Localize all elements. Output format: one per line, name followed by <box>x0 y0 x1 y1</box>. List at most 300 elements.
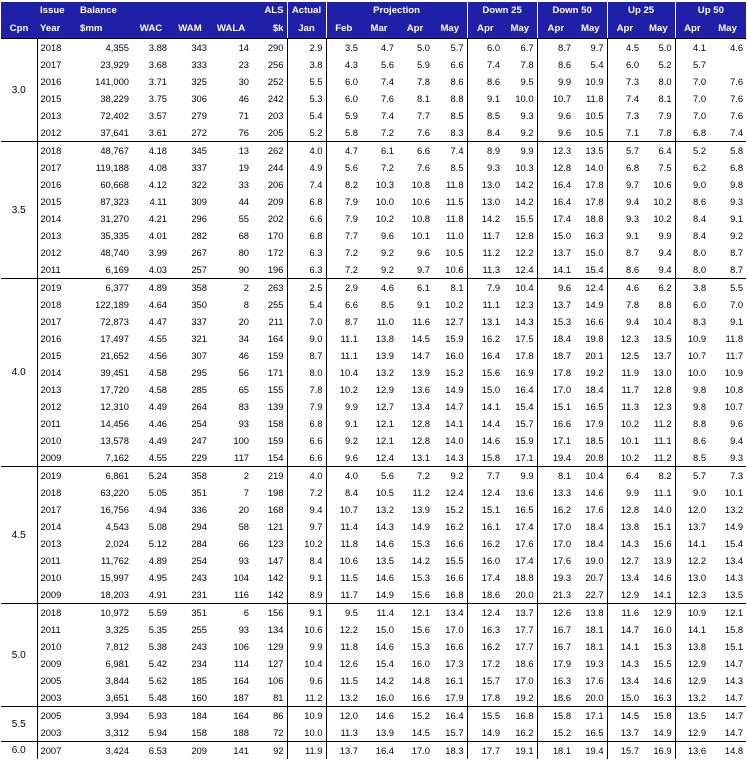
wala-cell: 90 <box>238 264 249 275</box>
up25-apr-cell: 11.9 <box>607 364 642 381</box>
down25-apr-cell: 16.2 <box>467 330 503 347</box>
proj-mar-cell: 12.1 <box>375 418 394 429</box>
down50-apr-cell: 15.1 <box>537 398 574 415</box>
year-cell: 2007 <box>37 742 77 760</box>
up25-apr-cell: 13.4 <box>607 672 642 689</box>
als-k-cell: 156 <box>252 604 287 622</box>
balance-mm-cell: 23,929 <box>100 59 129 70</box>
year-cell: 2018 <box>40 299 62 310</box>
down50-apr-cell: 17.0 <box>537 518 574 535</box>
table-row <box>1 347 746 364</box>
balance-mm-cell: 38,229 <box>100 93 129 104</box>
up25-may-cell: 13.7 <box>653 350 672 361</box>
wala-cell: 58 <box>238 521 249 532</box>
up25-may-cell: 8.0 <box>658 76 672 87</box>
down25-may-cell: 16.8 <box>503 707 537 725</box>
up50-apr-cell: 7.0 <box>675 107 709 124</box>
wac-cell: 5.08 <box>148 521 167 532</box>
proj-feb-cell: 6.0 <box>326 73 361 90</box>
up50-apr-cell: 12.9 <box>675 672 709 689</box>
proj-mar-cell: 10.2 <box>375 213 394 224</box>
down50-may-cell: 17.8 <box>585 196 604 207</box>
wam-cell: 358 <box>170 279 210 297</box>
up25-apr-cell: 9.3 <box>607 210 642 227</box>
up50-may-cell: 10.1 <box>724 487 744 498</box>
down50-apr-cell: 16.4 <box>537 176 574 193</box>
wala-cell: 2 <box>210 279 252 297</box>
down50-may-cell: 9.7 <box>574 39 607 57</box>
down50-may-cell: 16.5 <box>585 401 604 412</box>
down50-apr-cell: 8.6 <box>537 56 574 73</box>
up25-apr-cell: 5.7 <box>607 142 642 160</box>
proj-may-cell: 13.4 <box>433 604 467 622</box>
proj-apr-cell: 9.6 <box>416 247 430 258</box>
wala-cell: 93 <box>238 418 249 429</box>
actual-jan-cell: 8.9 <box>287 586 326 604</box>
year-cell: 2015 <box>40 196 62 207</box>
proj-mar-cell: 7.6 <box>380 93 394 104</box>
year-cell: 2018 <box>40 487 62 498</box>
actual-jan-cell: 6.6 <box>287 449 326 467</box>
up50-may-cell: 13.4 <box>724 555 744 566</box>
down25-may-cell: 9.2 <box>520 127 534 138</box>
proj-feb-cell: 10.7 <box>326 501 361 518</box>
proj-apr-cell: 12.8 <box>411 435 430 446</box>
proj-feb-cell: 6.6 <box>326 296 361 313</box>
proj-may-cell: 11.5 <box>445 196 464 207</box>
table-row <box>1 56 746 73</box>
balance-mm-cell: 7,812 <box>105 641 129 652</box>
wac-cell: 4.46 <box>148 418 167 429</box>
wac-cell: 5.62 <box>148 675 167 686</box>
proj-mar-cell: 5.6 <box>380 59 394 70</box>
down25-may-cell: 13.7 <box>503 604 537 622</box>
down25-may-cell: 17.0 <box>515 675 534 686</box>
down50-apr-cell: 16.4 <box>537 193 574 210</box>
proj-apr-cell: 13.1 <box>411 452 430 463</box>
up25-may-cell: 12.8 <box>653 384 672 395</box>
down50-may-cell: 18.1 <box>585 641 604 652</box>
up25-apr-cell: 15.7 <box>607 742 642 760</box>
up25-may-cell: 15.3 <box>653 641 672 652</box>
down25-apr-cell: 14.2 <box>467 210 503 227</box>
header-down-25: Down 25 <box>467 2 537 19</box>
wala-cell: 46 <box>238 350 249 361</box>
year-cell: 2016 <box>40 179 62 190</box>
wam-cell: 267 <box>191 247 207 258</box>
actual-jan-cell: 10.6 <box>287 621 326 638</box>
down25-may-cell: 17.7 <box>515 641 534 652</box>
up25-apr-cell: 12.8 <box>607 501 642 518</box>
up25-apr-cell: 10.2 <box>607 415 642 432</box>
up25-apr-cell: 9.4 <box>607 193 642 210</box>
down25-apr-cell: 16.0 <box>467 552 503 569</box>
up50-apr-cell: 5.2 <box>675 142 709 160</box>
wac-cell: 4.56 <box>148 350 167 361</box>
proj-mar-cell: 14.3 <box>375 521 394 532</box>
up50-may-cell: 9.1 <box>730 316 744 327</box>
actual-jan-cell: 10.9 <box>287 707 326 725</box>
balance-mm-cell: 18,203 <box>100 589 129 600</box>
actual-jan-cell: 6.8 <box>287 415 326 432</box>
table-row <box>1 159 746 176</box>
balance-mm-cell: 3,994 <box>77 707 132 725</box>
wala-cell: 34 <box>238 333 249 344</box>
year-cell: 2009 <box>40 658 62 669</box>
wala-cell: 30 <box>238 76 249 87</box>
proj-may-cell: 14.3 <box>445 452 464 463</box>
wam-cell: 264 <box>191 401 207 412</box>
wala-cell: 93 <box>238 624 249 635</box>
als-k-cell: 154 <box>267 452 284 463</box>
proj-mar-cell: 8.5 <box>380 299 394 310</box>
down50-may-cell: 19.0 <box>585 555 604 566</box>
up50-apr-cell: 9.8 <box>675 398 709 415</box>
proj-apr-cell: 14.9 <box>411 521 430 532</box>
up25-apr-cell: 14.3 <box>607 535 642 552</box>
proj-may-cell: 10.6 <box>445 264 464 275</box>
als-k-cell: 134 <box>267 624 284 635</box>
up25-apr-cell: 6.0 <box>607 56 642 73</box>
als-k-cell: 206 <box>267 179 284 190</box>
down25-apr-cell: 12.4 <box>467 604 503 622</box>
table-body <box>1 39 746 760</box>
als-k-cell: 252 <box>267 76 284 87</box>
balance-mm-cell: 48,740 <box>100 247 129 258</box>
table-row <box>1 330 746 347</box>
als-k-cell: 142 <box>267 572 284 583</box>
table-row <box>1 90 746 107</box>
wam-cell: 254 <box>191 555 207 566</box>
proj-mar-cell: 13.9 <box>375 350 394 361</box>
down25-may-cell: 7.8 <box>520 59 534 70</box>
up25-apr-cell: 7.4 <box>607 90 642 107</box>
down50-may-cell: 10.5 <box>585 127 604 138</box>
down25-apr-cell: 17.7 <box>467 742 503 760</box>
als-k-cell: 86 <box>252 707 287 725</box>
proj-apr-cell: 15.3 <box>411 572 430 583</box>
wac-cell: 4.89 <box>148 555 167 566</box>
proj-may-cell: 15.7 <box>445 727 464 738</box>
year-cell: 2019 <box>37 467 77 485</box>
proj-feb-cell: 9.2 <box>326 432 361 449</box>
proj-apr-cell: 13.9 <box>411 504 430 515</box>
actual-jan-cell: 5.3 <box>287 90 326 107</box>
proj-may-cell: 16.6 <box>445 641 464 652</box>
table-row <box>1 381 746 398</box>
down50-apr-cell: 18.7 <box>537 347 574 364</box>
proj-apr-cell: 15.6 <box>411 624 430 635</box>
wam-cell: 279 <box>191 110 207 121</box>
balance-mm-cell: 14,456 <box>100 418 129 429</box>
actual-jan-cell: 10.2 <box>287 535 326 552</box>
up50-apr-cell: 13.6 <box>675 742 709 760</box>
header-down-50: Down 50 <box>537 2 607 19</box>
down50-apr-cell: 19.3 <box>537 569 574 586</box>
wam-cell: 229 <box>191 452 207 463</box>
balance-mm-cell: 6,981 <box>105 658 129 669</box>
up25-may-cell: 14.0 <box>653 504 672 515</box>
actual-jan-cell: 3.8 <box>287 56 326 73</box>
proj-may-cell: 16.6 <box>445 572 464 583</box>
wala-cell: 7 <box>243 487 249 498</box>
up25-may-cell: 11.1 <box>654 487 672 498</box>
year-cell: 2012 <box>40 127 62 138</box>
up25-may-cell: 7.8 <box>658 127 672 138</box>
proj-mar-cell: 11.0 <box>376 316 394 327</box>
down50-apr-cell: 19.4 <box>537 449 574 467</box>
wam-cell: 322 <box>191 179 207 190</box>
year-cell: 2014 <box>40 213 62 224</box>
balance-mm-cell: 3,312 <box>105 727 129 738</box>
up25-may-cell: 15.1 <box>653 521 672 532</box>
header-up-50: Up 50 <box>675 2 746 19</box>
down25-apr-cell: 15.6 <box>467 364 503 381</box>
proj-apr-cell: 12.1 <box>397 604 433 622</box>
prepayment-table <box>1 2 746 759</box>
down25-may-cell: 15.4 <box>515 401 534 412</box>
year-cell: 2016 <box>40 333 62 344</box>
proj-apr-cell: 14.7 <box>411 350 430 361</box>
year-cell: 2014 <box>40 521 62 532</box>
als-k-cell: 172 <box>267 247 284 258</box>
down25-apr-cell: 6.0 <box>467 39 503 57</box>
up50-may-cell: 8.7 <box>730 264 744 275</box>
proj-may-cell: 8.6 <box>450 76 464 87</box>
up25-apr-cell: 10.2 <box>607 449 642 467</box>
actual-jan-cell: 5.5 <box>287 73 326 90</box>
wam-cell: 351 <box>170 604 210 622</box>
down25-apr-cell: 8.4 <box>467 124 503 142</box>
up50-may-cell: 11.8 <box>725 333 744 344</box>
actual-jan-cell: 10.0 <box>287 724 326 742</box>
actual-jan-cell: 8.4 <box>287 552 326 569</box>
balance-mm-cell: 21,652 <box>100 350 129 361</box>
table-row <box>1 467 746 485</box>
down25-may-cell: 9.5 <box>520 76 534 87</box>
year-cell: 2017 <box>40 162 62 173</box>
proj-apr-cell: 16.6 <box>411 692 430 703</box>
proj-feb-cell: 4.0 <box>326 467 361 485</box>
down25-apr-cell: 13.0 <box>467 193 503 210</box>
header-may: May <box>642 19 675 39</box>
year-cell: 2019 <box>37 279 77 297</box>
up50-apr-cell: 6.2 <box>675 159 709 176</box>
up50-apr-cell: 8.4 <box>675 210 709 227</box>
table-header <box>1 2 746 39</box>
als-k-cell: 164 <box>267 333 284 344</box>
proj-mar-cell: 15.0 <box>375 624 394 635</box>
proj-feb-cell: 5.6 <box>326 159 361 176</box>
up50-may-cell: 10.7 <box>724 401 744 412</box>
year-cell: 2011 <box>40 418 61 429</box>
wam-cell: 184 <box>170 707 210 725</box>
wam-cell: 307 <box>191 350 207 361</box>
actual-jan-cell: 6.6 <box>287 432 326 449</box>
als-k-cell: 255 <box>267 299 284 310</box>
up25-may-cell: 15.8 <box>642 707 675 725</box>
up25-apr-cell: 7.8 <box>607 296 642 313</box>
wam-cell: 333 <box>191 59 207 70</box>
wala-cell: 20 <box>238 316 249 327</box>
header-jan: Jan <box>287 19 326 39</box>
wac-cell: 4.95 <box>148 572 167 583</box>
down25-may-cell: 15.9 <box>515 435 534 446</box>
als-k-cell: 256 <box>267 59 284 70</box>
up25-may-cell: 11.2 <box>654 418 672 429</box>
header-projection: Projection <box>326 2 467 19</box>
down25-apr-cell: 8.5 <box>467 107 503 124</box>
wam-cell: 255 <box>191 624 207 635</box>
up50-may-cell: 7.6 <box>730 110 744 121</box>
down25-may-cell: 17.7 <box>515 624 534 635</box>
proj-feb-cell: 11.3 <box>326 724 361 742</box>
balance-mm-cell: 6,861 <box>77 467 132 485</box>
up50-may-cell: 9.3 <box>730 196 744 207</box>
wala-cell: 100 <box>233 435 249 446</box>
up50-apr-cell: 7.0 <box>675 73 709 90</box>
year-cell: 2013 <box>40 110 62 121</box>
proj-may-cell: 8.8 <box>450 93 464 104</box>
up25-may-cell: 12.9 <box>642 604 675 622</box>
down25-may-cell: 17.6 <box>515 538 534 549</box>
wac-cell: 5.24 <box>132 467 170 485</box>
proj-mar-cell: 9.2 <box>380 247 394 258</box>
balance-mm-cell: 122,189 <box>95 299 129 310</box>
up25-apr-cell: 4.6 <box>607 279 642 297</box>
wala-cell: 55 <box>238 213 249 224</box>
year-cell: 2010 <box>40 572 62 583</box>
table-row <box>1 672 746 689</box>
proj-may-cell: 8.5 <box>450 162 464 173</box>
table-row <box>1 586 746 604</box>
down50-may-cell: 19.4 <box>574 742 607 760</box>
proj-feb-cell: 11.8 <box>326 638 361 655</box>
wac-cell: 5.12 <box>148 538 167 549</box>
wac-cell: 4.91 <box>148 589 167 600</box>
wam-cell: 282 <box>191 230 207 241</box>
table-row <box>1 227 746 244</box>
coupon-cell: 3.0 <box>1 39 37 142</box>
proj-mar-cell: 14.6 <box>375 572 394 583</box>
header-actual: Actual <box>287 2 326 19</box>
balance-mm-cell: 39,451 <box>100 367 129 378</box>
down25-apr-cell: 15.7 <box>467 672 503 689</box>
table-row <box>1 621 746 638</box>
down25-apr-cell: 16.1 <box>467 518 503 535</box>
down25-apr-cell: 15.8 <box>467 449 503 467</box>
up50-may-cell: 9.8 <box>730 179 744 190</box>
proj-apr-cell: 9.7 <box>416 264 430 275</box>
coupon-cell: 5.5 <box>1 707 37 742</box>
down50-may-cell: 17.9 <box>585 418 604 429</box>
down50-may-cell: 12.4 <box>574 279 607 297</box>
year-cell: 2003 <box>40 727 62 738</box>
proj-apr-cell: 16.0 <box>411 658 430 669</box>
balance-mm-cell: 11,762 <box>101 555 129 566</box>
balance-mm-cell: 4,355 <box>77 39 132 57</box>
down25-apr-cell: 15.5 <box>467 707 503 725</box>
down50-may-cell: 20.7 <box>585 572 604 583</box>
year-cell: 2009 <box>40 589 62 600</box>
down25-may-cell: 14.2 <box>515 196 534 207</box>
proj-feb-cell: 8.4 <box>326 484 361 501</box>
down50-may-cell: 19.8 <box>585 333 604 344</box>
wac-cell: 5.42 <box>148 658 167 669</box>
up50-apr-cell: 5.7 <box>675 56 709 73</box>
balance-mm-cell: 35,335 <box>100 230 129 241</box>
proj-feb-cell: 7.2 <box>326 261 361 279</box>
proj-apr-cell: 7.2 <box>397 467 433 485</box>
proj-may-cell: 8.3 <box>450 127 464 138</box>
down50-may-cell: 10.5 <box>585 110 604 121</box>
header-year: Year <box>37 19 77 39</box>
wac-cell: 5.94 <box>148 727 167 738</box>
balance-mm-cell: 16,756 <box>100 504 129 515</box>
proj-apr-cell: 8.1 <box>416 93 430 104</box>
header-blank <box>1 2 37 19</box>
up50-may-cell: 6.8 <box>730 162 744 173</box>
header-k: $k <box>252 19 287 39</box>
proj-apr-cell: 6.1 <box>397 279 433 297</box>
actual-jan-cell: 9.0 <box>287 330 326 347</box>
header-feb: Feb <box>326 19 361 39</box>
als-k-cell: 202 <box>267 213 284 224</box>
wac-cell: 3.61 <box>148 127 167 138</box>
actual-jan-cell: 9.7 <box>287 518 326 535</box>
proj-apr-cell: 10.6 <box>411 196 430 207</box>
wam-cell: 254 <box>191 418 207 429</box>
header-may: May <box>503 19 537 39</box>
down50-apr-cell: 9.9 <box>537 73 574 90</box>
actual-jan-cell: 7.4 <box>287 176 326 193</box>
proj-may-cell: 16.0 <box>445 350 464 361</box>
up50-apr-cell: 10.9 <box>675 604 709 622</box>
up50-may-cell: 7.6 <box>730 93 744 104</box>
up50-apr-cell: 8.0 <box>675 244 709 261</box>
wam-cell: 296 <box>191 213 207 224</box>
coupon-cell: 4.0 <box>1 279 37 467</box>
up25-apr-cell: 12.5 <box>607 347 642 364</box>
down25-may-cell: 16.9 <box>515 367 534 378</box>
down25-may-cell: 17.8 <box>515 350 534 361</box>
als-k-cell: 196 <box>267 264 284 275</box>
wam-cell: 337 <box>191 162 207 173</box>
up25-apr-cell: 11.7 <box>607 381 642 398</box>
wam-cell: 337 <box>191 316 207 327</box>
wala-cell: 8 <box>243 299 249 310</box>
wam-cell: 284 <box>191 538 207 549</box>
proj-feb-cell: 3.5 <box>326 39 361 57</box>
actual-jan-cell: 10.4 <box>287 655 326 672</box>
proj-apr-cell: 15.3 <box>411 641 430 652</box>
up25-may-cell: 7.9 <box>658 110 672 121</box>
balance-mm-cell: 15,997 <box>100 572 129 583</box>
als-k-cell: 106 <box>267 675 284 686</box>
year-cell: 2018 <box>37 604 77 622</box>
down25-may-cell: 16.4 <box>515 384 534 395</box>
down50-may-cell: 14.9 <box>585 299 604 310</box>
up25-may-cell: 5.2 <box>658 59 672 70</box>
down50-apr-cell: 17.6 <box>537 552 574 569</box>
wac-cell: 4.01 <box>148 230 167 241</box>
up50-apr-cell: 12.2 <box>675 552 709 569</box>
down25-apr-cell: 9.1 <box>467 90 503 107</box>
wac-cell: 3.75 <box>148 93 167 104</box>
down50-may-cell: 18.4 <box>585 538 604 549</box>
proj-mar-cell: 4.7 <box>361 39 397 57</box>
balance-mm-cell: 3,424 <box>77 742 132 760</box>
